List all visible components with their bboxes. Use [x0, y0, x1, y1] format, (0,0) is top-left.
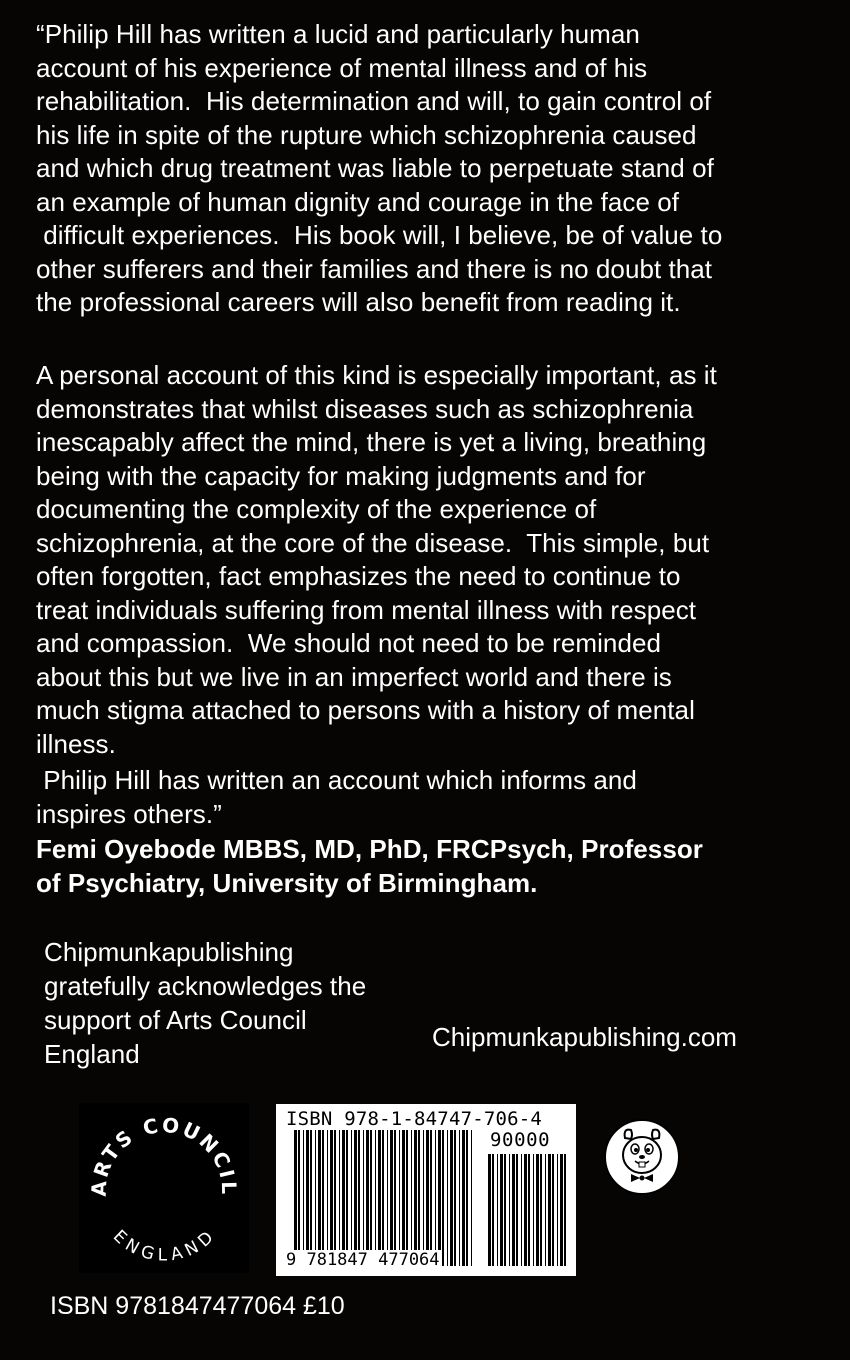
acknowledgement-line: support of Arts Council [44, 1005, 307, 1035]
barcode-bar [504, 1154, 506, 1266]
text-line: other sufferers and their families and there is no doubt that [36, 253, 713, 284]
text-line: difficult experiences. His book will, I believe, be of value to [36, 220, 723, 250]
barcode-bar [390, 1130, 393, 1266]
svg-text:ENGLAND [109, 1226, 219, 1265]
barcode-bar [411, 1130, 412, 1266]
text-line: much stigma attached to persons with a history of mental [36, 695, 695, 725]
barcode-bar [516, 1154, 518, 1266]
text-line: about this but we live in an imperfect world and there is [36, 661, 672, 692]
acknowledgement-line: gratefully acknowledges the [44, 971, 367, 1001]
barcode-bar [327, 1130, 328, 1266]
text-line: and which drug treatment was liable to perpetuate stand of [36, 153, 714, 183]
text-line: demonstrates that whilst diseases such as schizophrenia [36, 393, 694, 424]
barcode-bar [322, 1130, 324, 1266]
barcode-bar [471, 1130, 472, 1266]
barcode-bar [488, 1154, 491, 1266]
barcode-bar [512, 1154, 515, 1266]
arts-council-top-text: ARTS COUNCIL [86, 1112, 242, 1197]
barcode-bar [557, 1154, 558, 1266]
text-line: being with the capacity for making judgments and for [36, 460, 646, 491]
barcode-bar [438, 1130, 441, 1266]
barcode-bar [492, 1154, 494, 1266]
text-line: schizophrenia, at the core of the disease. This simple, but [36, 527, 710, 558]
acknowledgement-line: Chipmunkapublishing [44, 937, 294, 967]
barcode-bar [423, 1130, 424, 1266]
barcode-bar [402, 1130, 405, 1266]
barcode-bar [447, 1130, 448, 1266]
barcode-bar [378, 1130, 381, 1266]
chipmunk-icon [603, 1118, 681, 1196]
barcode-bar [414, 1130, 417, 1266]
text-line: account of his experience of mental illness and of his [36, 52, 648, 83]
isbn-barcode [276, 1104, 576, 1276]
barcode-bar [426, 1130, 429, 1266]
quote-paragraph-1 [36, 18, 722, 320]
arts-council-emblem [79, 1103, 249, 1273]
barcode-bar [442, 1130, 444, 1266]
funding-acknowledgement [44, 935, 366, 1071]
barcode-bar [294, 1130, 297, 1266]
barcode-bar [454, 1130, 456, 1266]
barcode-isbn-label: ISBN 978-1-84747-706-4 [286, 1108, 543, 1130]
barcode-bar [521, 1154, 522, 1266]
barcode-bar [533, 1154, 534, 1266]
text-line: rehabilitation. His determination and will, to gain control of [36, 86, 712, 116]
barcode-bar [435, 1130, 436, 1266]
isbn-price: ISBN 9781847477064 £10 [50, 1292, 345, 1320]
attribution-line: of Psychiatry, University of Birmingham. [36, 867, 538, 898]
barcode-bar [366, 1130, 369, 1266]
barcode-bar [351, 1130, 352, 1266]
attribution-line: Femi Oyebode MBBS, MD, PhD, FRCPsych, Professor [36, 834, 703, 864]
text-line: the professional careers will also benefit from reading it. [36, 287, 681, 317]
barcode-bar [564, 1154, 566, 1266]
quote-paragraph-3 [36, 764, 637, 831]
barcode-price-code: 90000 [490, 1129, 551, 1151]
text-line: “Philip Hill has written a lucid and particularly human [36, 19, 640, 49]
quote-attribution [36, 833, 703, 900]
barcode-bar [399, 1130, 400, 1266]
barcode-bar [315, 1130, 316, 1266]
barcode-bar [387, 1130, 388, 1266]
barcode-bar [363, 1130, 364, 1266]
arts-council-logo [79, 1103, 249, 1273]
text-line: A personal account of this kind is especially important, as it [36, 360, 717, 390]
barcode-digits: 9 781847 477064 [286, 1250, 440, 1270]
text-line: Philip Hill has written an account which informs and [36, 765, 637, 795]
text-line: treat individuals suffering from mental illness with respect [36, 594, 697, 625]
barcode-bar [354, 1130, 357, 1266]
barcode-bar [310, 1130, 312, 1266]
barcode-bar [450, 1130, 453, 1266]
arts-council-bottom-text: ENGLAND [108, 1226, 219, 1266]
barcode-bar [459, 1130, 460, 1266]
barcode-bar [548, 1154, 551, 1266]
barcode-bar [430, 1130, 432, 1266]
text-line: illness. [36, 728, 116, 759]
barcode-bar [358, 1130, 360, 1266]
barcode-bar [509, 1154, 510, 1266]
barcode-bar [342, 1130, 345, 1266]
barcode-bar [524, 1154, 527, 1266]
barcode-bar [560, 1154, 563, 1266]
barcode-bar [545, 1154, 546, 1266]
acknowledgement-line: England [44, 1039, 140, 1069]
text-line: inescapably affect the mind, there is yet a living, breathing [36, 427, 707, 457]
barcode-bar [298, 1130, 300, 1266]
barcode-bar [466, 1130, 468, 1266]
barcode-bar [406, 1130, 408, 1266]
text-line: his life in spite of the rupture which schizophrenia caused [36, 119, 697, 150]
text-line: often forgotten, fact emphasizes the need to continue to [36, 561, 681, 591]
text-line: and compassion. We should not need to be reminded [36, 628, 661, 658]
barcode-bar [330, 1130, 333, 1266]
publisher-website: Chipmunkapublishing.com [432, 1022, 737, 1052]
quote-paragraph-2 [36, 359, 717, 761]
barcode-bar [536, 1154, 539, 1266]
barcode-bar [370, 1130, 372, 1266]
barcode-bar [303, 1130, 304, 1266]
barcode-bar [375, 1130, 376, 1266]
barcode-bar [382, 1130, 384, 1266]
barcode-bar [334, 1130, 336, 1266]
text-line: inspires others.” [36, 798, 222, 829]
text-line: an example of human dignity and courage in the face of [36, 186, 680, 217]
barcode-bar [528, 1154, 530, 1266]
barcode-bar [497, 1154, 498, 1266]
svg-text:ARTS COUNCIL [87, 1113, 241, 1197]
barcode-bar [394, 1130, 396, 1266]
barcode-bar [540, 1154, 542, 1266]
barcode-bar [339, 1130, 340, 1266]
barcode-bar [346, 1130, 348, 1266]
barcode-bar [318, 1130, 321, 1266]
barcode-bar [306, 1130, 309, 1266]
barcode-bar [418, 1130, 420, 1266]
barcode-bar [462, 1130, 465, 1266]
text-line: documenting the complexity of the experience of [36, 494, 597, 524]
barcode-bar [500, 1154, 503, 1266]
barcode-bar [552, 1154, 554, 1266]
